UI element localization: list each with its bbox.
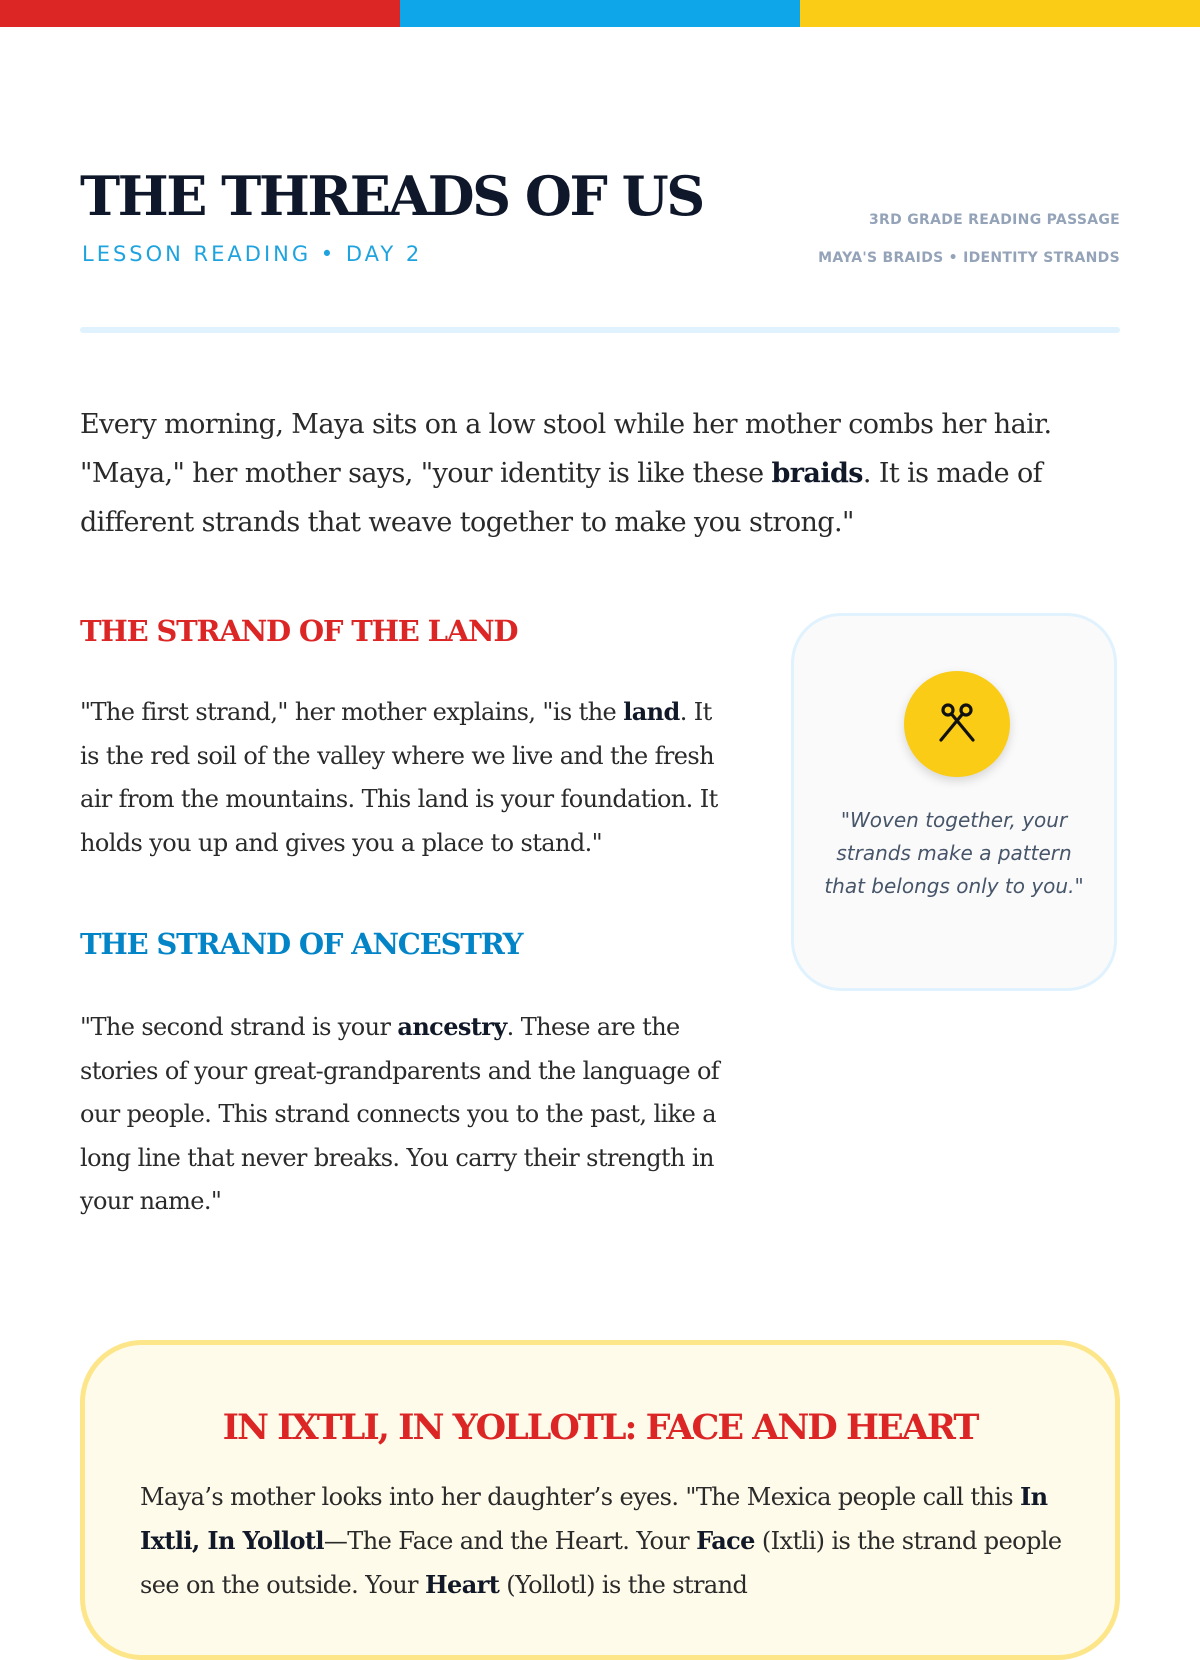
page-header bbox=[80, 160, 1120, 280]
header-divider bbox=[80, 327, 1120, 333]
color-band-red bbox=[0, 0, 400, 27]
braid-icon-glyph bbox=[933, 700, 981, 748]
paragraph-strand-ancestry bbox=[80, 1005, 730, 1224]
land-text: . It is the red soil of the valley where we live and the fresh air from the mountains. This land is your foundation. It holds you up and gives you a place to stand." bbox=[80, 698, 718, 857]
strands-column bbox=[80, 614, 730, 1224]
intro-text: Every morning, Maya sits on a low stool while her mother combs her hair. "Maya," her mother says, "your identity is like these bbox=[80, 409, 1052, 489]
heritage-text: —The Face and the Heart. Your bbox=[323, 1527, 697, 1555]
quote-card bbox=[791, 613, 1117, 991]
land-text: "The first strand," her mother explains, "is the bbox=[80, 698, 624, 726]
grade-label: 3RD GRADE READING PASSAGE bbox=[868, 212, 1120, 228]
heritage-text: (Yollotl) is the strand bbox=[499, 1571, 748, 1599]
page-title: THE THREADS OF US bbox=[80, 164, 703, 228]
intro-paragraph bbox=[80, 400, 1120, 547]
heading-strand-ancestry: THE STRAND OF ANCESTRY bbox=[80, 927, 523, 961]
keyword-land: land bbox=[623, 697, 680, 726]
topic-label: MAYA'S BRAIDS • IDENTITY STRANDS bbox=[818, 250, 1120, 266]
quote-text: "Woven together, your strands make a pattern that belongs only to you." bbox=[824, 808, 1084, 898]
intro-text: . It is made of different strands that weave together to make you strong." bbox=[80, 458, 1042, 538]
keyword-heart: Heart bbox=[424, 1570, 500, 1599]
color-band bbox=[0, 0, 1200, 27]
keyword-ancestry: ancestry bbox=[397, 1012, 507, 1041]
heritage-text: Maya’s mother looks into her daughter’s eyes. "The Mexica people call this bbox=[140, 1483, 1021, 1511]
keyword-face: Face bbox=[696, 1526, 755, 1555]
ancestry-text: . These are the stories of your great-grandparents and the language of our people. This strand connects you to the past, like a long line that never breaks. You carry their strength in your name." bbox=[80, 1013, 720, 1215]
color-band-blue bbox=[400, 0, 800, 27]
heritage-text: (Ixtli) is the strand people see on the outside. Your bbox=[140, 1527, 1062, 1599]
braid-icon bbox=[904, 671, 1010, 777]
heritage-paragraph bbox=[140, 1475, 1070, 1607]
heritage-title: IN IXTLI, IN YOLLOTL: FACE AND HEART bbox=[222, 1407, 978, 1448]
heritage-callout bbox=[80, 1340, 1120, 1660]
ancestry-text: "The second strand is your bbox=[80, 1013, 398, 1041]
lesson-subtitle: LESSON READING • DAY 2 bbox=[82, 242, 423, 266]
keyword-braids: braids bbox=[771, 458, 863, 489]
keyword-in-ixtli-in-yollotl: In Ixtli, In Yollotl bbox=[140, 1482, 1048, 1555]
heading-strand-land: THE STRAND OF THE LAND bbox=[80, 614, 518, 648]
paragraph-strand-land bbox=[80, 690, 730, 865]
color-band-yellow bbox=[800, 0, 1200, 27]
